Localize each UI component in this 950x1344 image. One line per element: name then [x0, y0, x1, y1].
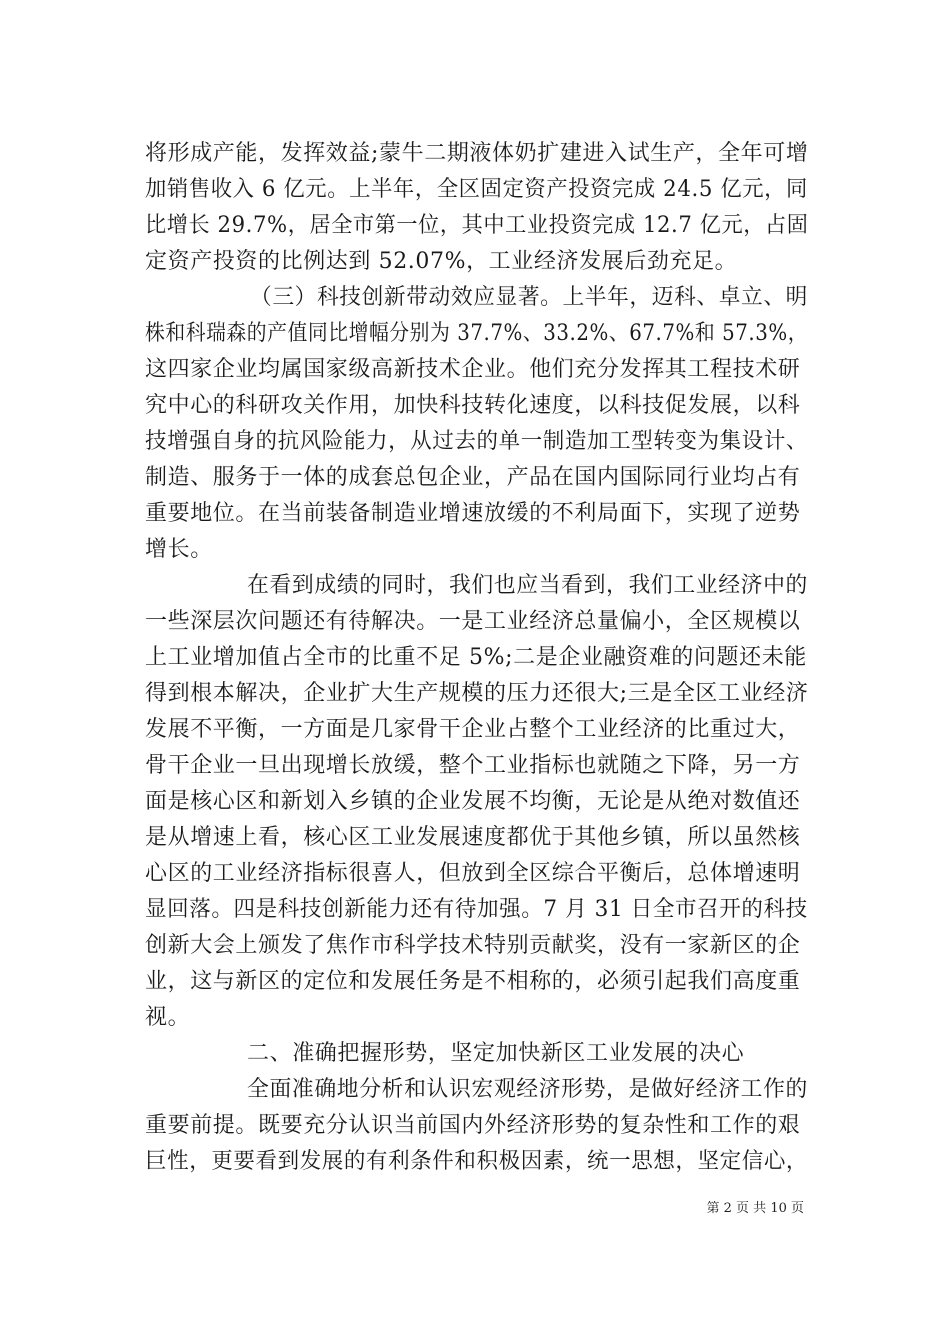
text-line: 视。 — [145, 1005, 191, 1030]
text-line: 创新大会上颁发了焦作市科学技术特别贡献奖，没有一家新区的企 — [145, 933, 801, 958]
text-line: 加销售收入 6 亿元。上半年，全区固定资产投资完成 24.5 亿元，同 — [145, 177, 808, 202]
text-line: 上工业增加值占全市的比重不足 5%;二是企业融资难的问题还未能 — [145, 645, 807, 670]
text-line: 增长。 — [145, 537, 213, 562]
text-line: 在看到成绩的同时，我们也应当看到，我们工业经济中的 — [247, 573, 809, 598]
text-line: 全面准确地分析和认识宏观经济形势，是做好经济工作的 — [247, 1077, 809, 1102]
text-line: 面是核心区和新划入乡镇的企业发展不均衡，无论是从绝对数值还 — [145, 789, 801, 814]
section-heading: （三）科技创新带动效应显著。上半年，迈科、卓立、明 — [250, 285, 809, 310]
text-line: 究中心的科研攻关作用，加快科技转化速度，以科技促发展，以科 — [145, 393, 801, 418]
text-line: 这四家企业均属国家级高新技术企业。他们充分发挥其工程技术研 — [145, 357, 801, 382]
text-line: 一些深层次问题还有待解决。一是工业经济总量偏小，全区规模以 — [145, 609, 801, 634]
text-line: 显回落。四是科技创新能力还有待加强。7 月 31 日全市召开的科技 — [145, 897, 808, 922]
text-line: 技增强自身的抗风险能力，从过去的单一制造加工型转变为集设计、 — [145, 429, 809, 454]
page-number: 第 2 页 共 10 页 — [706, 1201, 804, 1216]
text-line: 定资产投资的比例达到 52.07%，工业经济发展后劲充足。 — [145, 249, 738, 274]
text-line: 株和科瑞森的产值同比增幅分别为 37.7%、33.2%、67.7%和 57.3%， — [145, 321, 809, 346]
text-line: 重要前提。既要充分认识当前国内外经济形势的复杂性和工作的艰 — [145, 1113, 801, 1138]
text-line: 将形成产能，发挥效益;蒙牛二期液体奶扩建进入试生产，全年可增 — [145, 141, 809, 166]
text-line: 骨干企业一旦出现增长放缓，整个工业指标也就随之下降，另一方 — [145, 753, 801, 778]
text-line: 重要地位。在当前装备制造业增速放缓的不利局面下，实现了逆势 — [145, 501, 801, 526]
text-line: 巨性，更要看到发展的有利条件和积极因素，统一思想，坚定信心， — [145, 1149, 809, 1174]
text-line: 是从增速上看，核心区工业发展速度都优于其他乡镇，所以虽然核 — [145, 825, 801, 850]
text-line: 心区的工业经济指标很喜人，但放到全区综合平衡后，总体增速明 — [145, 861, 801, 886]
text-line: 比增长 29.7%，居全市第一位，其中工业投资完成 12.7 亿元，占固 — [145, 213, 809, 238]
text-line: 业，这与新区的定位和发展任务是不相称的，必须引起我们高度重 — [145, 969, 801, 994]
text-line: 得到根本解决，企业扩大生产规模的压力还很大;三是全区工业经济 — [145, 681, 809, 706]
text-line: 制造、服务于一体的成套总包企业，产品在国内国际同行业均占有 — [145, 465, 801, 490]
section-heading: 二、准确把握形势，坚定加快新区工业发展的决心 — [247, 1041, 745, 1066]
text-line: 发展不平衡，一方面是几家骨干企业占整个工业经济的比重过大， — [145, 717, 801, 742]
